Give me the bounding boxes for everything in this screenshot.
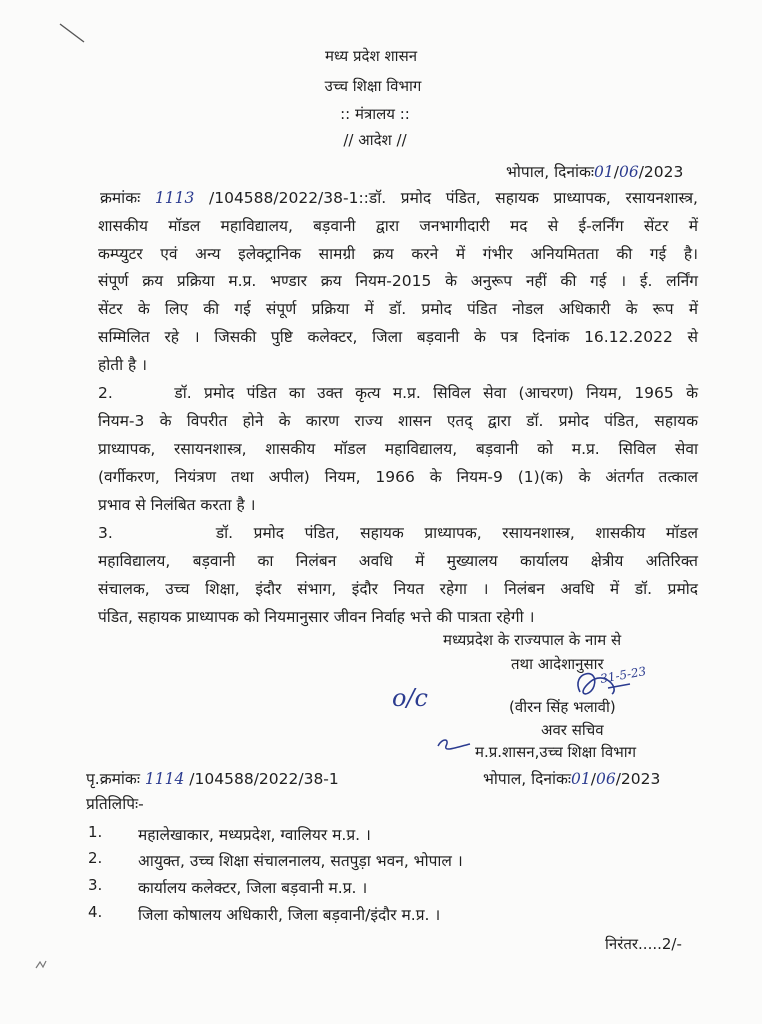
- signatory-designation: अवर सचिव: [541, 721, 604, 739]
- order-number-handwritten: 1113: [154, 189, 195, 207]
- copy-item-2: आयुक्त, उच्च शिक्षा संचालनालय, सतपुड़ा भवन, भोपाल ।: [138, 852, 463, 870]
- signature-line-2: तथा आदेशानुसार: [511, 655, 604, 673]
- order-number-label: क्रमांकः: [100, 189, 141, 207]
- endorsement-label: पृ.क्रमांकः: [86, 770, 140, 788]
- initial-scribble: [434, 734, 476, 754]
- copy-item-2-num: 2.: [88, 849, 103, 867]
- endorsement-day-handwritten: 01: [571, 770, 591, 788]
- para1-line-1: शासकीय मॉडल महाविद्यालय, बड़वानी द्वारा जनभागीदारी मद से ई-लर्निंग सेंटर में: [98, 217, 698, 235]
- para3-line-1: 3. डॉ. प्रमोद पंडित, सहायक प्राध्यापक, रसायनशास्त्र, शासकीय मॉडल: [98, 524, 698, 542]
- para1-line-4: सेंटर के लिए की गई संपूर्ण प्रक्रिया में डॉ. प्रमोद पंडित नोडल अधिकारी के रूप में: [98, 300, 698, 318]
- para1-line-2: कम्प्युटर एवं अन्य इलेक्ट्रानिक सामग्री क्रय करने में गंभीर अनियमितता की गई है।: [98, 245, 698, 263]
- date-day-handwritten: 01: [594, 163, 614, 181]
- para3-line-4: पंडित, सहायक प्राध्यापक को नियमानुसार जीवन निर्वाह भत्ते की पात्रता रहेगी ।: [98, 608, 535, 626]
- date-sep: /: [613, 163, 619, 181]
- signatory-name: (वीरन सिंह भलावी): [509, 698, 616, 716]
- date-month-handwritten: 06: [618, 163, 639, 181]
- header-department: उच्च शिक्षा विभाग: [324, 77, 422, 95]
- para1-line-5: सम्मिलित रहे । जिसकी पुष्टि कलेक्टर, जिला बड़वानी के पत्र दिनांक 16.12.2022 से: [98, 328, 698, 346]
- endorsement-year: /2023: [615, 770, 661, 788]
- para1-line-6: होती है ।: [98, 356, 148, 374]
- header-order-title: // आदेश //: [343, 131, 407, 149]
- copy-item-3-num: 3.: [88, 876, 103, 894]
- order-number-line: [100, 186, 698, 208]
- endorsement-date-prefix: भोपाल, दिनांकः: [483, 770, 571, 788]
- para2-line-2: नियम-3 के विपरीत होने के कारण राज्य शासन एतद् द्वारा डॉ. प्रमोद पंडित, सहायक: [98, 412, 698, 430]
- para2-line-3: प्राध्यापक, रसायनशास्त्र, शासकीय मॉडल महाविद्यालय, बड़वानी को म.प्र. सिविल सेवा: [98, 440, 698, 458]
- endorsement-rest: /104588/2022/38-1: [189, 770, 339, 788]
- endorsement-number: [86, 767, 339, 789]
- office-copy-note: o/c: [392, 684, 428, 712]
- paper-speck-decoration: [34, 958, 48, 972]
- endorsement-handwritten: 1114: [144, 770, 185, 788]
- para2-line-1: 2. डॉ. प्रमोद पंडित का उक्त कृत्य म.प्र. सिविल सेवा (आचरण) नियम, 1965 के: [98, 384, 698, 402]
- order-number-rest: /104588/2022/38-1::डॉ. प्रमोद पंडित, सहायक प्राध्यापक, रसायनशास्त्र,: [209, 189, 698, 207]
- para3-line-3: संचालक, उच्च शिक्षा, इंदौर संभाग, इंदौर नियत रहेगा । निलंबन अवधि में डॉ. प्रमोद: [98, 580, 698, 598]
- copy-item-1: महालेखाकार, मध्यप्रदेश, ग्वालियर म.प्र. ।: [138, 826, 371, 844]
- endorsement-date: [483, 767, 660, 789]
- copy-item-4-num: 4.: [88, 903, 103, 921]
- para2-line-5: प्रभाव से निलंबित करता है ।: [98, 496, 256, 514]
- para1-line-3: संपूर्ण क्रय प्रक्रिया म.प्र. भण्डार क्रय नियम-2015 के अनुरूप नहीं की गई । ई. लर्निंग: [98, 272, 698, 290]
- continued-marker: निरंतर.....2/-: [605, 935, 682, 953]
- endorsement-date-sep: /: [590, 770, 596, 788]
- signature-line-1: मध्यप्रदेश के राज्यपाल के नाम से: [443, 631, 622, 649]
- endorsement-month-handwritten: 06: [595, 770, 616, 788]
- copy-to-title: प्रतिलिपिः-: [86, 795, 144, 813]
- signature-date: 31-5-23: [599, 664, 648, 686]
- copy-item-3: कार्यालय कलेक्टर, जिला बड़वानी म.प्र. ।: [138, 879, 368, 897]
- pen-mark-decoration: [58, 20, 88, 46]
- header-ministry: :: मंत्रालय ::: [340, 105, 410, 123]
- signatory-department: म.प्र.शासन,उच्च शिक्षा विभाग: [475, 743, 637, 761]
- copy-item-1-num: 1.: [88, 823, 103, 841]
- para3-line-2: महाविद्यालय, बड़वानी का निलंबन अवधि में मुख्यालय कार्यालय क्षेत्रीय अतिरिक्त: [98, 552, 698, 570]
- copy-item-4: जिला कोषालय अधिकारी, जिला बड़वानी/इंदौर म.प्र. ।: [138, 906, 441, 924]
- date-prefix: भोपाल, दिनांकः: [506, 163, 594, 181]
- order-date: [506, 160, 683, 182]
- para2-line-4: (वर्गीकरण, नियंत्रण तथा अपील) नियम, 1966 के नियम-9 (1)(क) के अंतर्गत तत्काल: [98, 468, 698, 486]
- date-year: /2023: [638, 163, 684, 181]
- header-government: मध्य प्रदेश शासन: [324, 47, 418, 65]
